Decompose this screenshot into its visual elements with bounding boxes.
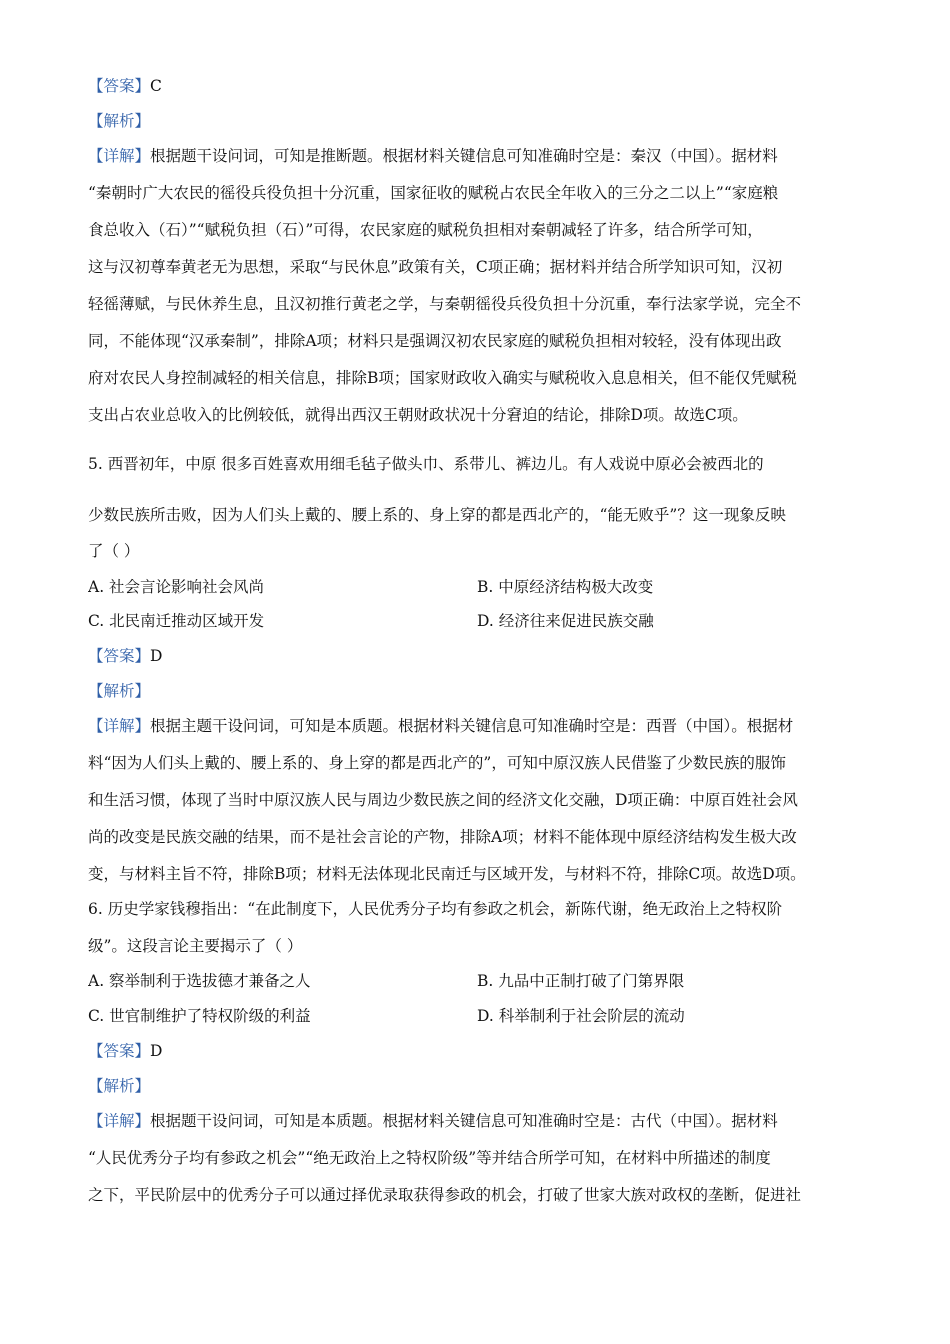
detail-line: 支出占农业总收入的比例较低，就得出西汉王朝财政状况十分窘迫的结论，排除D项。故选C项。 [88,406,748,424]
answer-value: C [150,77,162,95]
detail-line [88,716,868,736]
option-c: C. 北民南迁推动区域开发 [88,612,265,630]
option-d: D. 经济往来促进民族交融 [477,612,654,630]
analysis-tag: 【解析】 [88,682,151,700]
answer-line [88,1041,868,1061]
answer-tag: 【答案】 [88,77,151,95]
option-c: C. 世官制维护了特权阶级的利益 [88,1007,311,1025]
question-stem: 少数民族所击败，因为人们头上戴的、腰上系的、身上穿的都是西北产的，“能无败乎”？这一现象反映 [88,506,786,524]
detail-line: 变，与材料主旨不符，排除B项；材料无法体现北民南迁与区域开发，与材料不符，排除C项。故选D项。 [88,865,806,883]
detail-line: 食总收入（石）”“赋税负担（石）”可得，农民家庭的赋税负担相对秦朝减轻了许多，结合所学可知， [88,221,763,239]
question-stem: 了（ ） [88,542,140,560]
detail-text: 根据题干设问词，可知是推断题。根据材料关键信息可知准确时空是：秦汉（中国）。据材料 [150,147,778,165]
analysis-tag: 【解析】 [88,1077,151,1095]
detail-line: 尚的改变是民族交融的结果，而不是社会言论的产物，排除A项；材料不能体现中原经济结构发生极大改 [88,828,797,846]
detail-line: 和生活习惯，体现了当时中原汉族人民与周边少数民族之间的经济文化交融，D项正确：中原百姓社会风 [88,791,798,809]
detail-line: “人民优秀分子均有参政之机会”“绝无政治上之特权阶级”等并结合所学可知，在材料中所描述的制度 [88,1149,771,1167]
analysis-line [88,681,868,701]
option-b: B. 中原经济结构极大改变 [477,578,654,596]
question-stem: 6. 历史学家钱穆指出：“在此制度下，人民优秀分子均有参政之机会，新陈代谢，绝无政治上之特权阶 [88,900,783,918]
analysis-line [88,1076,868,1096]
detail-text: 根据题干设问词，可知是本质题。根据材料关键信息可知准确时空是：古代（中国）。据材料 [150,1112,778,1130]
answer-value: D [150,1042,163,1060]
answer-value: D [150,647,163,665]
analysis-line [88,111,868,131]
detail-line [88,146,868,166]
detail-line: 这与汉初尊奉黄老无为思想，采取“与民休息”政策有关，C项正确；据材料并结合所学知识可知，汉初 [88,258,783,276]
detail-text: 根据主题干设问词，可知是本质题。根据材料关键信息可知准确时空是：西晋（中国）。根据材 [150,717,794,735]
option-d: D. 科举制利于社会阶层的流动 [477,1007,685,1025]
answer-line [88,646,868,666]
detail-line: 同，不能体现“汉承秦制”，排除A项；材料只是强调汉初农民家庭的赋税负担相对较轻，没有体现出政 [88,332,782,350]
question-stem: 5. 西晋初年，中原 很多百姓喜欢用细毛毡子做头巾、系带儿、裤边儿。有人戏说中原必会被西北的 [88,455,764,473]
detail-tag: 【详解】 [88,717,151,735]
option-a: A. 社会言论影响社会风尚 [88,578,265,596]
detail-line [88,1111,868,1131]
question-stem: 级”。这段言论主要揭示了（ ） [88,937,303,955]
detail-tag: 【详解】 [88,1112,151,1130]
detail-line: 料“因为人们头上戴的、腰上系的、身上穿的都是西北产的”，可知中原汉族人民借鉴了少数民族的服饰 [88,754,786,772]
answer-tag: 【答案】 [88,1042,151,1060]
detail-line: “秦朝时广大农民的徭役兵役负担十分沉重，国家征收的赋税占农民全年收入的三分之二以上”“家庭粮 [88,184,779,202]
answer-tag: 【答案】 [88,647,151,665]
detail-line: 轻徭薄赋，与民休养生息，且汉初推行黄老之学，与秦朝徭役兵役负担十分沉重，奉行法家学说，完全不 [88,295,802,313]
detail-line: 之下，平民阶层中的优秀分子可以通过择优录取获得参政的机会，打破了世家大族对政权的垄断，促进社 [88,1186,802,1204]
analysis-tag: 【解析】 [88,112,151,130]
option-a: A. 察举制利于选拔德才兼备之人 [88,972,311,990]
detail-line: 府对农民人身控制减轻的相关信息，排除B项；国家财政收入确实与赋税收入息息相关，但不能仅凭赋税 [88,369,797,387]
detail-tag: 【详解】 [88,147,151,165]
answer-line [88,76,868,96]
option-b: B. 九品中正制打破了门第界限 [477,972,685,990]
